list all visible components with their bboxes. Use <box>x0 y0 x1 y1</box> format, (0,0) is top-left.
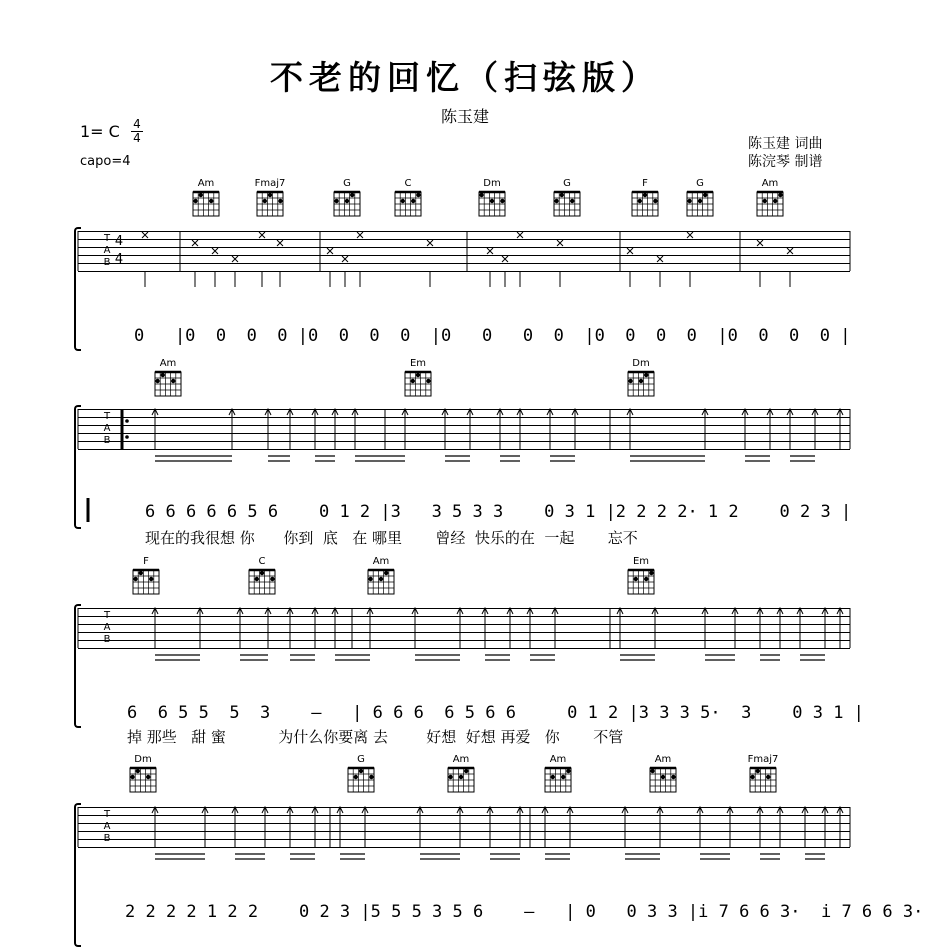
tab-letter-b: B <box>103 634 111 645</box>
chord-finger-dot <box>644 577 648 581</box>
song-title: 不老的回忆（扫弦版） <box>270 58 660 97</box>
tab-letter-t: T <box>103 411 111 422</box>
repeat-dot <box>125 435 129 439</box>
chord-finger-dot <box>171 379 175 383</box>
chord-name: Em <box>409 358 427 369</box>
tab-mute-mark <box>687 232 693 238</box>
chord-finger-dot <box>384 571 388 575</box>
chord-finger-dot <box>401 199 405 203</box>
chord-finger-dot <box>260 571 264 575</box>
chord-name: C <box>258 556 266 567</box>
chord-name: Fmaj7 <box>254 178 286 189</box>
chord-name: Am <box>197 178 215 189</box>
chord-finger-dot <box>773 199 777 203</box>
chord-finger-dot <box>193 199 197 203</box>
chord-name: Am <box>159 358 177 369</box>
chord-finger-dot <box>661 775 665 779</box>
numbered-notation: 2 2 2 2 1 2 2 0 2 3 |5 5 5 3 5 6 — | 0 0 3 3 |i 7 6 6 3· i 7 6 6 3· <box>125 902 924 922</box>
chord-finger-dot <box>416 193 420 197</box>
tab-mute-mark <box>757 240 763 246</box>
tab-mute-mark <box>627 248 633 254</box>
chord-finger-dot <box>139 571 143 575</box>
chord-finger-dot <box>255 577 259 581</box>
tab-mute-mark <box>192 240 198 246</box>
chord-finger-dot <box>130 775 134 779</box>
tab-letter-t: T <box>103 233 111 244</box>
credit-lyrics-music: 陈玉建 词曲 <box>748 136 823 152</box>
chord-finger-dot <box>359 769 363 773</box>
chord-name: G <box>357 754 365 765</box>
chord-finger-dot <box>133 577 137 581</box>
chord-finger-dot <box>411 199 415 203</box>
chord-finger-dot <box>161 373 165 377</box>
tab-mute-mark <box>232 256 238 262</box>
chord-finger-dot <box>459 775 463 779</box>
key-signature: 1= C <box>80 122 120 141</box>
chord-finger-dot <box>750 775 754 779</box>
chord-finger-dot <box>551 775 555 779</box>
chord-finger-dot <box>638 199 642 203</box>
chord-finger-dot <box>199 193 203 197</box>
chord-finger-dot <box>334 199 338 203</box>
chord-finger-dot <box>268 193 272 197</box>
chord-name: Am <box>654 754 672 765</box>
chord-finger-dot <box>639 379 643 383</box>
chord-name: C <box>404 178 412 189</box>
tab-mute-mark <box>657 256 663 262</box>
chord-finger-dot <box>566 769 570 773</box>
chord-name: Dm <box>483 178 501 189</box>
chord-finger-dot <box>490 199 494 203</box>
chord-finger-dot <box>500 199 504 203</box>
chord-name: Em <box>632 556 650 567</box>
chord-finger-dot <box>278 199 282 203</box>
chord-finger-dot <box>448 775 452 779</box>
chord-name: F <box>143 556 149 567</box>
chord-finger-dot <box>416 373 420 377</box>
chord-name: Fmaj7 <box>747 754 779 765</box>
tab-letter-b: B <box>103 833 111 844</box>
tab-letter-a: A <box>103 423 111 434</box>
chord-finger-dot <box>766 775 770 779</box>
tab-mute-mark <box>787 248 793 254</box>
chord-finger-dot <box>634 577 638 581</box>
chord-finger-dot <box>756 769 760 773</box>
chord-name: Am <box>549 754 567 765</box>
chord-finger-dot <box>763 199 767 203</box>
tab-letter-t: T <box>103 809 111 820</box>
chord-finger-dot <box>379 577 383 581</box>
chord-finger-dot <box>649 571 653 575</box>
chord-finger-dot <box>354 775 358 779</box>
chord-name: Dm <box>632 358 650 369</box>
numbered-notation: 6 6 5 5 5 3 — | 6 6 6 6 5 6 6 0 1 2 |3 3 3 5· 3 0 3 1 | <box>127 703 864 723</box>
capo-indicator: capo=4 <box>80 154 131 169</box>
chord-name: G <box>696 178 704 189</box>
chord-finger-dot <box>263 199 267 203</box>
tab-letter-a: A <box>103 821 111 832</box>
tab-mute-mark <box>342 256 348 262</box>
tab-mute-mark <box>259 232 265 238</box>
chord-finger-dot <box>479 193 483 197</box>
chord-finger-dot <box>671 775 675 779</box>
tab-letter-a: A <box>103 245 111 256</box>
tab-mute-mark <box>502 256 508 262</box>
chord-finger-dot <box>426 379 430 383</box>
chord-finger-dot <box>778 193 782 197</box>
tab-mute-mark <box>557 240 563 246</box>
chord-finger-dot <box>703 193 707 197</box>
chord-finger-dot <box>345 199 349 203</box>
lyrics-line: 掉 那些 甜 蜜 为什么你要离 去 好想 好想 再爱 你 不管 <box>127 728 624 746</box>
tab-time-bottom: 4 <box>114 252 124 267</box>
chord-finger-dot <box>149 577 153 581</box>
chord-finger-dot <box>554 199 558 203</box>
chord-finger-dot <box>561 775 565 779</box>
chord-finger-dot <box>146 775 150 779</box>
chord-finger-dot <box>270 577 274 581</box>
chord-name: Am <box>372 556 390 567</box>
tab-mute-mark <box>517 232 523 238</box>
tab-letter-t: T <box>103 610 111 621</box>
numbered-notation: 6 6 6 6 6 5 6 0 1 2 |3 3 5 3 3 0 3 1 |2 2 2 2· 1 2 0 2 3 | <box>145 502 852 522</box>
repeat-dot <box>125 419 129 423</box>
lyrics-line: 现在的我很想 你 你到 底 在 哪里 曾经 快乐的在 一起 忘不 <box>145 529 638 547</box>
chord-finger-dot <box>369 775 373 779</box>
tab-mute-mark <box>357 232 363 238</box>
credit-transcriber: 陈浣琴 制谱 <box>748 154 823 170</box>
time-signature-bottom: 4 <box>131 131 143 145</box>
chord-finger-dot <box>698 199 702 203</box>
chord-finger-dot <box>570 199 574 203</box>
chord-finger-dot <box>628 379 632 383</box>
tab-mute-mark <box>427 240 433 246</box>
time-signature-top: 4 <box>133 117 141 131</box>
chord-finger-dot <box>464 769 468 773</box>
chord-finger-dot <box>368 577 372 581</box>
chord-name: Dm <box>134 754 152 765</box>
chord-finger-dot <box>155 379 159 383</box>
tab-time-top: 4 <box>114 234 124 249</box>
tab-mute-mark <box>212 248 218 254</box>
tab-mute-mark <box>277 240 283 246</box>
chord-finger-dot <box>644 373 648 377</box>
chord-finger-dot <box>643 193 647 197</box>
chord-finger-dot <box>687 199 691 203</box>
chord-name: F <box>642 178 648 189</box>
chord-name: Am <box>761 178 779 189</box>
chord-finger-dot <box>650 769 654 773</box>
tab-letter-b: B <box>103 257 111 268</box>
tab-letter-a: A <box>103 622 111 633</box>
numbered-notation: 0 |0 0 0 0 |0 0 0 0 |0 0 0 0 |0 0 0 0 |0 0 0 0 | <box>134 326 851 346</box>
chord-finger-dot <box>560 193 564 197</box>
tab-mute-mark <box>487 248 493 254</box>
chord-name: Am <box>452 754 470 765</box>
tab-letter-b: B <box>103 435 111 446</box>
chord-name: G <box>563 178 571 189</box>
chord-finger-dot <box>350 193 354 197</box>
tab-mute-mark <box>142 232 148 238</box>
chord-finger-dot <box>411 379 415 383</box>
chord-name: G <box>343 178 351 189</box>
chord-finger-dot <box>209 199 213 203</box>
tab-mute-mark <box>327 248 333 254</box>
song-artist: 陈玉建 <box>440 107 489 126</box>
chord-finger-dot <box>136 769 140 773</box>
chord-finger-dot <box>653 199 657 203</box>
